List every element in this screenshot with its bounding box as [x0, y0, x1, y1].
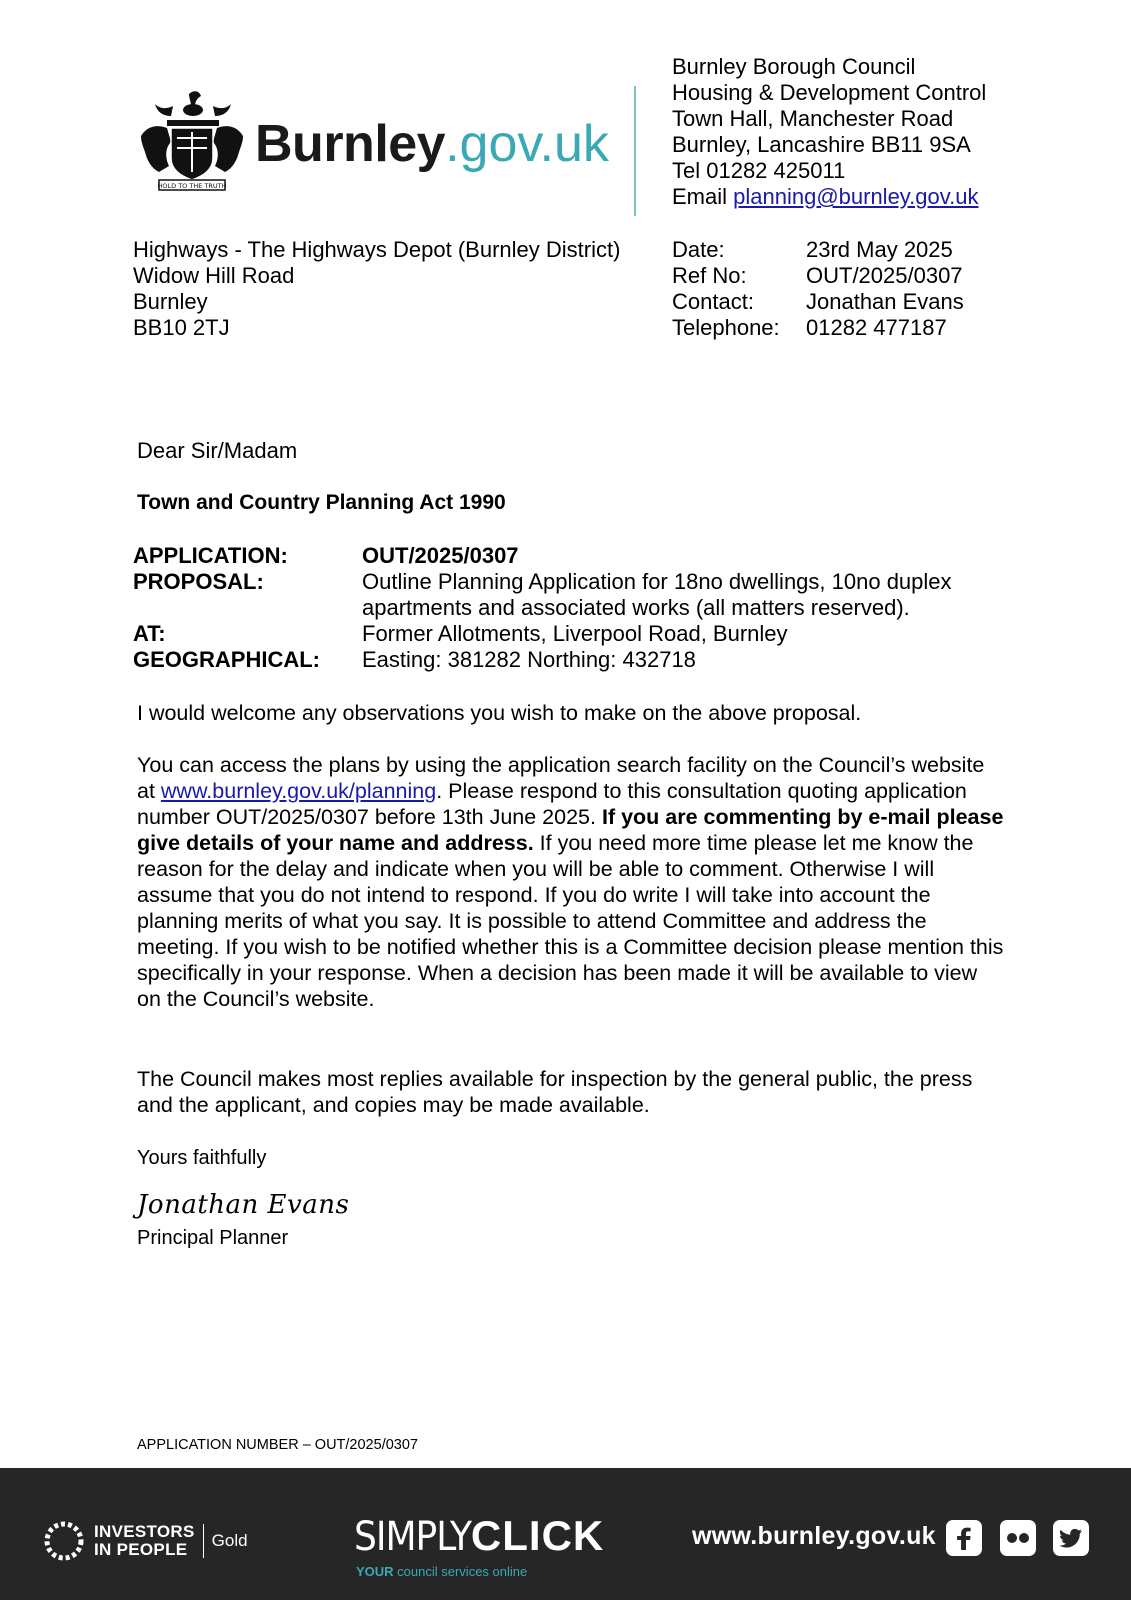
at-row: [133, 621, 1013, 647]
simply-click-wordmark: [354, 1514, 604, 1559]
p2-text-b: . Please respond to this consultation quoting application number OUT/2025/0307 before 13th June 2025.: [137, 779, 967, 829]
footer-band: [0, 1468, 1131, 1600]
geographical-label: GEOGRAPHICAL:: [133, 647, 320, 672]
recipient-line-3: Burnley: [133, 289, 208, 314]
body-paragraph-3: The Council makes most replies available for inspection by the general public, the press and the applicant, and copies may be made available.: [137, 1067, 973, 1117]
meta-ref-row: [672, 263, 1112, 289]
phone-value: 01282 477187: [806, 315, 947, 340]
iip-level: Gold: [211, 1531, 248, 1550]
council-department: Housing & Development Control: [672, 80, 987, 105]
brand-wordmark: [255, 116, 609, 172]
phone-label: Telephone:: [672, 315, 780, 340]
signature: Jonathan Evans: [137, 1190, 350, 1220]
recipient-postcode: BB10 2TJ: [133, 315, 230, 340]
email-link[interactable]: planning@burnley.gov.uk: [733, 184, 979, 209]
tagline-rest: council services online: [393, 1564, 528, 1579]
proposal-value-line-1: Outline Planning Application for 18no dwellings, 10no duplex: [362, 569, 952, 594]
act-title: Town and Country Planning Act 1990: [137, 491, 506, 514]
council-town: Burnley, Lancashire BB11 9SA: [672, 132, 971, 157]
proposal-label-spacer: [133, 595, 362, 621]
application-label: APPLICATION:: [133, 543, 288, 568]
geographical-row: [133, 647, 1013, 673]
crest-icon: [133, 88, 251, 196]
ref-value: OUT/2025/0307: [806, 263, 963, 288]
salutation: Dear Sir/Madam: [137, 438, 298, 463]
iip-text: [94, 1523, 195, 1559]
body-paragraph-1: I would welcome any observations you wish to make on the above proposal.: [137, 701, 862, 725]
application-details: [133, 543, 1013, 673]
email-label: Email: [672, 184, 734, 209]
tagline-your: YOUR: [356, 1564, 394, 1579]
laurel-wreath-icon: [40, 1518, 88, 1564]
simply-click-logo: [354, 1494, 604, 1584]
council-telephone: Tel 01282 425011: [672, 158, 846, 183]
planning-link[interactable]: www.burnley.gov.uk/planning: [160, 779, 437, 803]
application-value: OUT/2025/0307: [362, 543, 519, 568]
signatory-role: Principal Planner: [137, 1227, 289, 1249]
proposal-row: [133, 569, 1013, 595]
header-divider: [634, 86, 636, 216]
letter-meta: [672, 237, 1112, 341]
facebook-icon[interactable]: [946, 1520, 982, 1556]
iip-line-2: IN PEOPLE: [94, 1540, 188, 1559]
meta-date-row: [672, 237, 1112, 263]
twitter-icon[interactable]: [1053, 1520, 1089, 1556]
geographical-value: Easting: 381282 Northing: 432718: [362, 647, 696, 672]
recipient-line-2: Widow Hill Road: [133, 263, 295, 288]
proposal-row-continued: [133, 595, 1013, 621]
meta-phone-row: [672, 315, 1112, 341]
council-name: Burnley Borough Council: [672, 54, 916, 79]
recipient-line-1: Highways - The Highways Depot (Burnley District): [133, 237, 621, 262]
contact-value: Jonathan Evans: [806, 289, 964, 314]
footer-website[interactable]: www.burnley.gov.uk: [692, 1522, 936, 1550]
council-street: Town Hall, Manchester Road: [672, 106, 954, 131]
brand-name: Burnley: [255, 115, 446, 173]
crest-motto: HOLD TO THE TRUTH: [157, 182, 227, 190]
burnley-logo: [133, 88, 613, 198]
brand-domain: .gov.uk: [445, 115, 609, 173]
click-word: CLICK: [470, 1512, 605, 1559]
meta-contact-row: [672, 289, 1112, 315]
investors-in-people-logo: [40, 1518, 248, 1564]
at-label: AT:: [133, 621, 166, 646]
closing: Yours faithfully: [137, 1147, 267, 1169]
council-email-line: [672, 184, 1112, 210]
proposal-value-line-2: apartments and associated works (all matters reserved).: [362, 595, 910, 620]
p2-text-c: If you need more time please let me know the reason for the delay and indicate when you will be able to comment. Otherwise I will assume that you do not intend to respond. If you do write I will take into account the planning merits of what you say. It is possible to attend Committee and address the meeting. If you wish to be notified whether this is a Committee decision please mention this specifically in your response. When a decision has been made it will be available to view on the Council’s website.: [137, 831, 1004, 1011]
iip-line-1: INVESTORS: [94, 1522, 195, 1541]
council-address: [672, 54, 1112, 210]
flickr-icon[interactable]: [1000, 1520, 1036, 1556]
body-paragraph-2: [137, 752, 1007, 1012]
application-row: [133, 543, 1013, 569]
date-label: Date:: [672, 237, 725, 262]
simply-word: SIMPLY: [354, 1514, 471, 1560]
date-value: 23rd May 2025: [806, 237, 953, 262]
p2-bold-instruction: If you are commenting by e-mail please give details of your name and address.: [137, 805, 1004, 855]
proposal-label: PROPOSAL:: [133, 569, 264, 594]
recipient-address: [133, 237, 653, 341]
p2-text-a: You can access the plans by using the application search facility on the Council’s website at: [137, 753, 985, 803]
simply-click-tagline: [356, 1564, 527, 1579]
iip-separator: [203, 1524, 204, 1558]
at-value: Former Allotments, Liverpool Road, Burnley: [362, 621, 788, 646]
contact-label: Contact:: [672, 289, 754, 314]
application-number-footer: APPLICATION NUMBER – OUT/2025/0307: [137, 1437, 418, 1453]
ref-label: Ref No:: [672, 263, 747, 288]
